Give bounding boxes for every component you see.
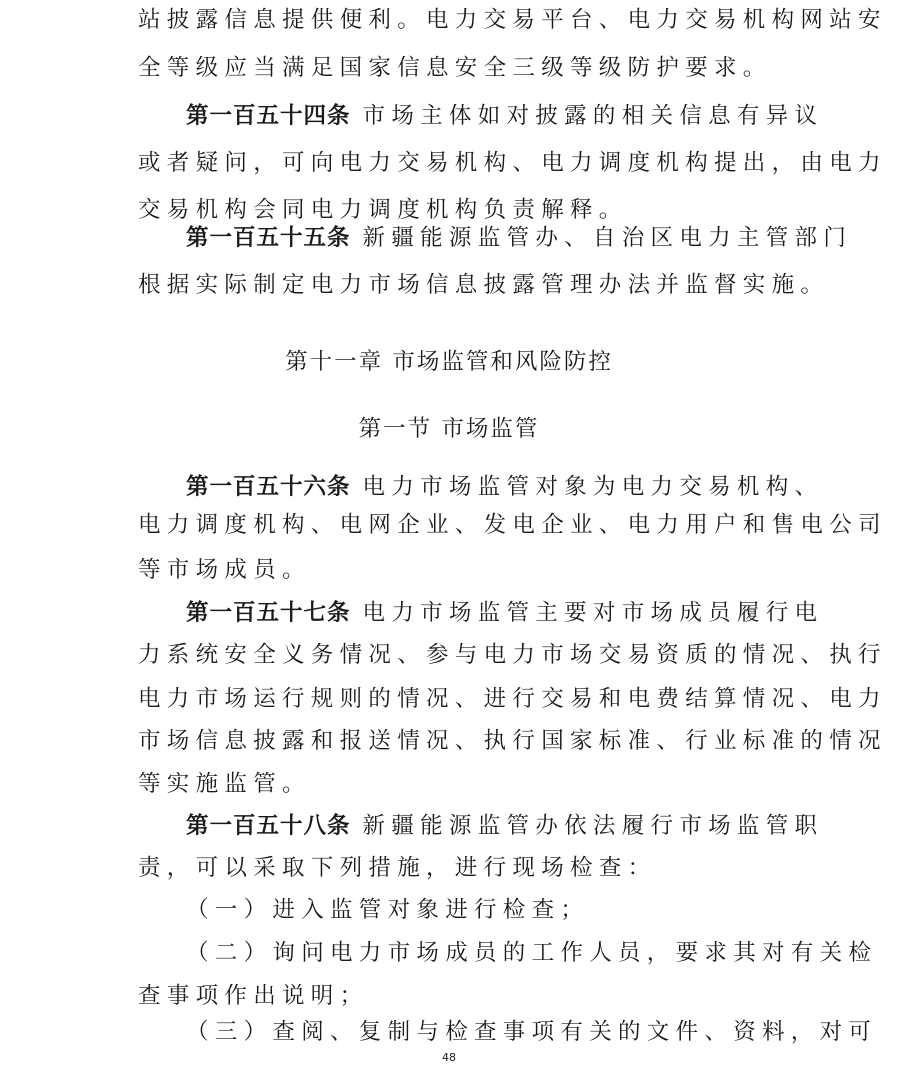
article-158-heading: 第一百五十八条 bbox=[186, 813, 351, 839]
body-text-line: 站披露信息提供便利。电力交易平台、电力交易机构网站安 bbox=[138, 7, 887, 33]
article-156-first-line bbox=[186, 473, 823, 501]
article-155-heading: 第一百五十五条 bbox=[186, 225, 351, 251]
list-item: （三）查阅、复制与检查事项有关的文件、资料，对可 bbox=[186, 1019, 878, 1045]
body-text-line: 电力市场运行规则的情况、进行交易和电费结算情况、电力 bbox=[138, 686, 887, 712]
article-158-text: 新疆能源监管办依法履行市场监管职 bbox=[362, 813, 824, 839]
article-154-first-line bbox=[186, 102, 823, 130]
article-155-text: 新疆能源监管办、自治区电力主管部门 bbox=[362, 225, 853, 251]
body-text-line: 责，可以采取下列措施，进行现场检查： bbox=[138, 855, 657, 881]
article-158-first-line bbox=[186, 812, 823, 840]
article-156-heading: 第一百五十六条 bbox=[186, 474, 351, 500]
body-text-line: 交易机构会同电力调度机构负责解释。 bbox=[138, 197, 628, 223]
body-text-line: 等实施监管。 bbox=[138, 771, 311, 797]
article-157-heading: 第一百五十七条 bbox=[186, 600, 351, 626]
section-title: 第一节 市场监管 bbox=[358, 416, 540, 442]
body-text-line: 市场信息披露和报送情况、执行国家标准、行业标准的情况 bbox=[138, 728, 887, 754]
article-156-text: 电力市场监管对象为电力交易机构、 bbox=[362, 474, 824, 500]
body-text-line: 电力调度机构、电网企业、发电企业、电力用户和售电公司 bbox=[138, 512, 887, 538]
body-text-line: 或者疑问，可向电力交易机构、电力调度机构提出，由电力 bbox=[138, 150, 887, 176]
body-text-line: 全等级应当满足国家信息安全三级等级防护要求。 bbox=[138, 55, 772, 81]
article-154-text: 市场主体如对披露的相关信息有异议 bbox=[362, 103, 824, 129]
body-text-line: 根据实际制定电力市场信息披露管理办法并监督实施。 bbox=[138, 272, 830, 298]
article-154-heading: 第一百五十四条 bbox=[186, 103, 351, 129]
article-157-first-line bbox=[186, 599, 823, 627]
article-157-text: 电力市场监管主要对市场成员履行电 bbox=[362, 600, 824, 626]
chapter-title: 第十一章 市场监管和风险防控 bbox=[285, 349, 613, 375]
list-item: （二）询问电力市场成员的工作人员，要求其对有关检 bbox=[186, 940, 878, 966]
page-number: 48 bbox=[442, 1051, 456, 1064]
list-item: （一）进入监管对象进行检查； bbox=[186, 897, 590, 923]
body-text-line: 力系统安全义务情况、参与电力市场交易资质的情况、执行 bbox=[138, 642, 887, 668]
body-text-line: 等市场成员。 bbox=[138, 557, 311, 583]
article-155-first-line bbox=[186, 224, 852, 252]
list-item-continuation: 查事项作出说明； bbox=[138, 983, 369, 1009]
